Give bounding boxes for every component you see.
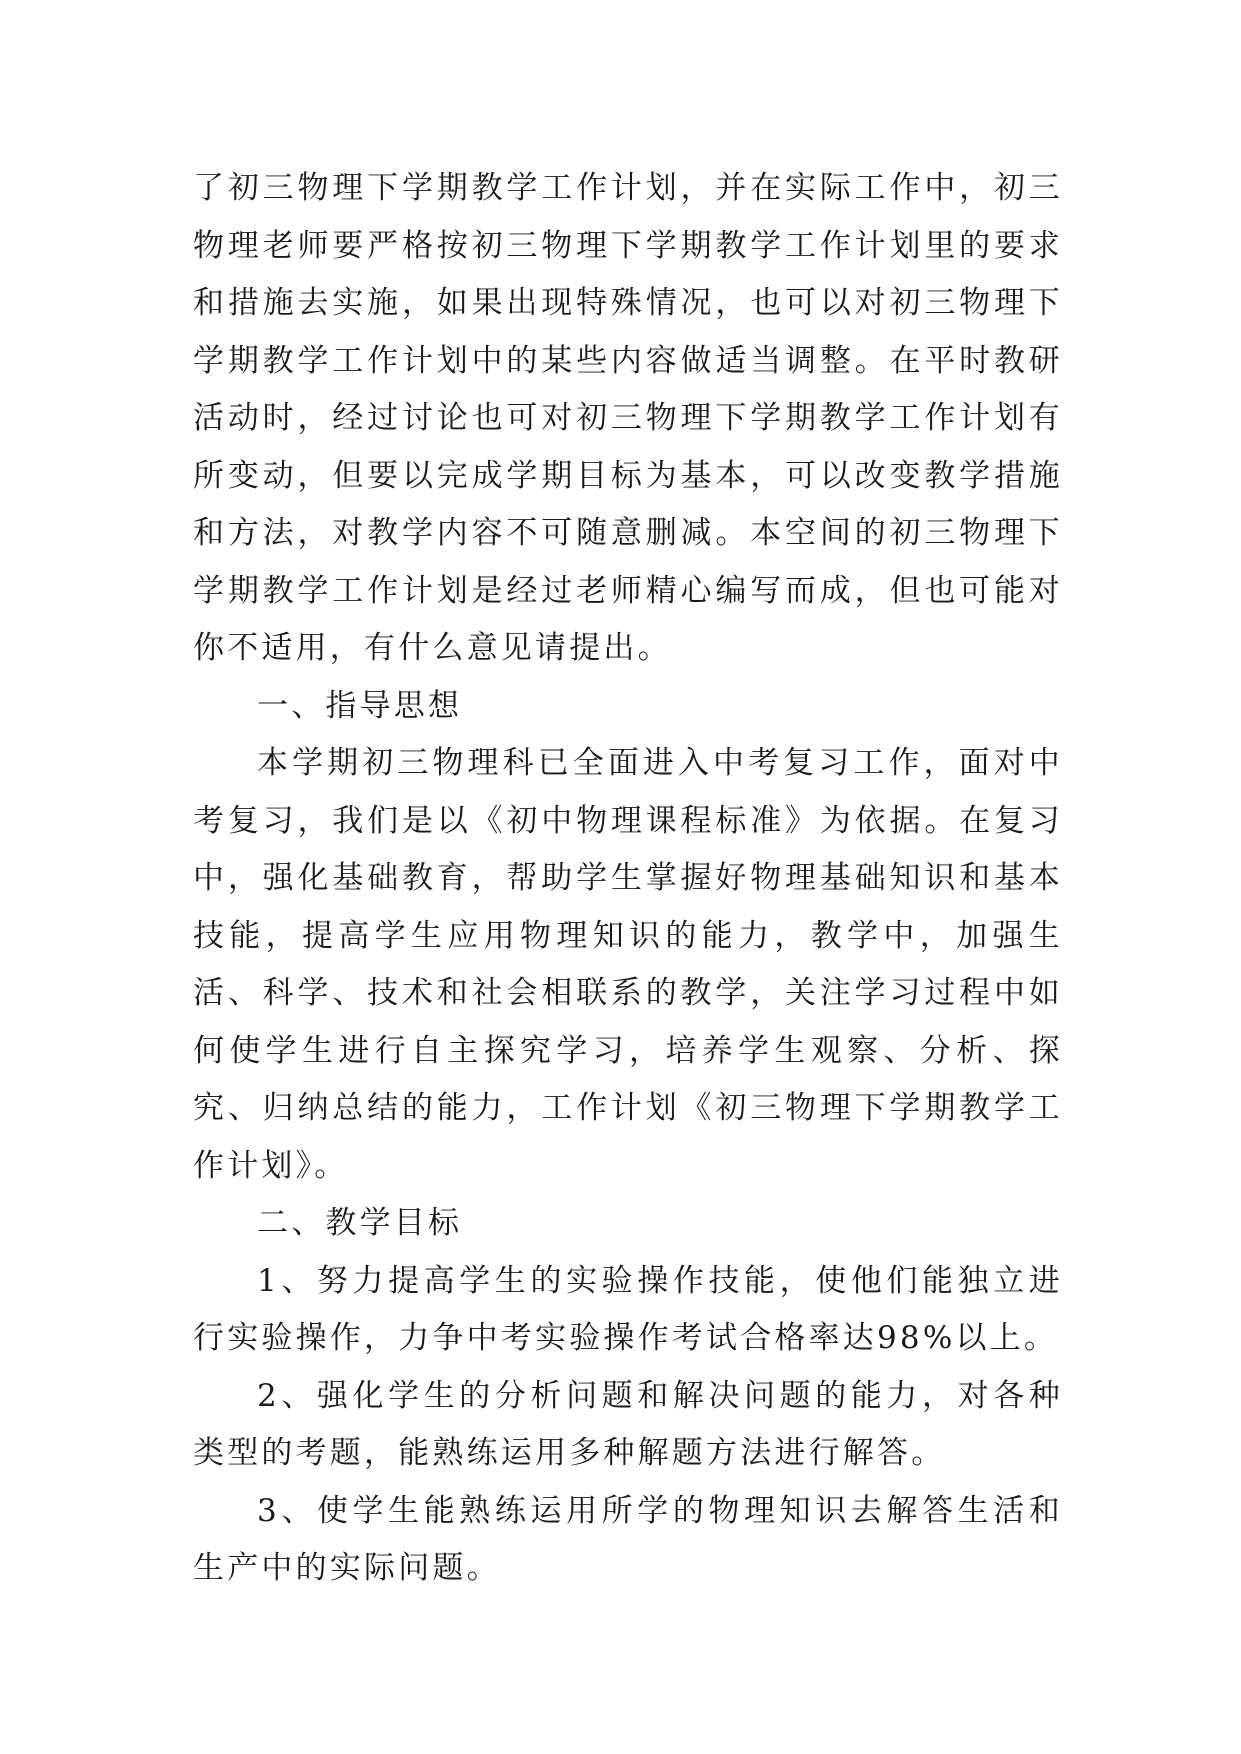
section-heading-teaching-goals: 二、教学目标 bbox=[257, 1205, 463, 1241]
section-heading-guiding-ideology: 一、指导思想 bbox=[257, 687, 463, 724]
teaching-goal-1: 1、努力提高学生的实验操作技能，使他们能独立进行实验操作，力争中考实验操作考试合格率达98%以上。 bbox=[193, 1262, 1063, 1356]
document-body bbox=[193, 160, 1063, 1598]
teaching-goal-3: 3、使学生能熟练运用所学的物理知识去解答生活和生产中的实际问题。 bbox=[193, 1492, 1063, 1586]
guiding-ideology-paragraph: 本学期初三物理科已全面进入中考复习工作，面对中考复习，我们是以《初中物理课程标准》为依据。在复习中，强化基础教育，帮助学生掌握好物理基础知识和基本技能，提高学生应用物理知识的能力，教学中，加强生活、科学、技术和社会相联系的教学，关注学习过程中如何使学生进行自主探究学习，培养学生观察、分析、探究、归纳总结的能力，工作计划《初三物理下学期教学工作计划》。 bbox=[193, 745, 1063, 1184]
teaching-goal-2: 2、强化学生的分析问题和解决问题的能力，对各种类型的考题，能熟练运用多种解题方法进行解答。 bbox=[193, 1377, 1063, 1471]
intro-paragraph: 了初三物理下学期教学工作计划，并在实际工作中，初三物理老师要严格按初三物理下学期教学工作计划里的要求和措施去实施，如果出现特殊情况，也可以对初三物理下学期教学工作计划中的某些内容做适当调整。在平时教研活动时，经过讨论也可对初三物理下学期教学工作计划有所变动，但要以完成学期目标为基本，可以改变教学措施和方法，对教学内容不可随意删减。本空间的初三物理下学期教学工作计划是经过老师精心编写而成，但也可能对你不适用，有什么意见请提出。 bbox=[193, 170, 1063, 666]
